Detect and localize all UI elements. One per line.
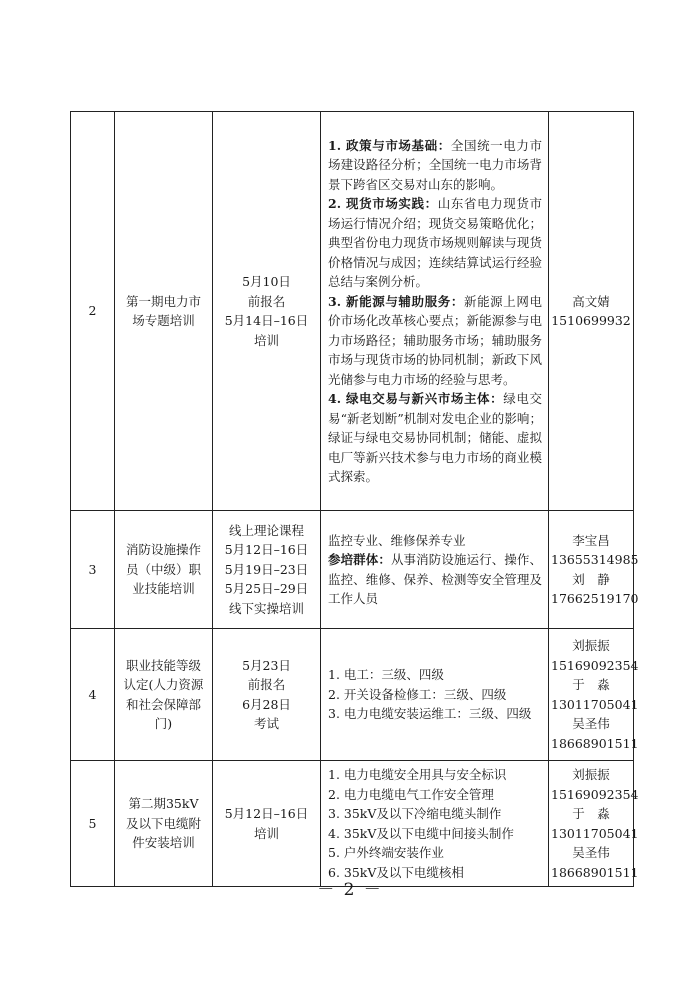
- content-item: [328, 765, 542, 785]
- time-line: 5月14日–16日: [224, 313, 309, 328]
- contact-name: 刘振振: [572, 767, 610, 782]
- contact-name: 李宝昌: [572, 532, 610, 548]
- table-row: [71, 761, 634, 887]
- content-item-title: 4. 绿电交易与新兴市场主体：: [328, 391, 504, 406]
- contact-phone: 13011705041: [551, 696, 639, 712]
- content-item: [328, 136, 542, 195]
- training-name-cell: 第一期电力市场专题培训: [115, 112, 213, 511]
- training-content-cell: [321, 112, 549, 511]
- contact-phone: 18668901511: [551, 864, 639, 880]
- content-item: [328, 665, 542, 685]
- training-time-cell: [213, 629, 321, 761]
- content-item: [328, 704, 542, 724]
- table-row: [71, 511, 634, 629]
- content-item-text: 1. 电工：三级、四级: [328, 667, 444, 683]
- training-name-cell: 第二期35kV及以下电缆附件安装培训: [115, 761, 213, 887]
- table-row: [71, 629, 634, 761]
- content-item-text: 绿电交易“新老划断”机制对发电企业的影响；绿证与绿电交易协同机制；储能、虚拟电厂等新兴技术参与电力市场的商业模式探索。: [328, 391, 542, 484]
- contact-phone: 15169092354: [551, 657, 639, 673]
- content-item-title: 3. 新能源与辅助服务：: [328, 293, 464, 309]
- row-number-cell: 5: [71, 761, 115, 887]
- time-line: 前报名: [247, 677, 286, 692]
- content-item-title: 2. 现货市场实践：: [328, 196, 438, 211]
- content-item-text: 全国统一电力市场建设路径分析；全国统一电力市场背景下跨省区交易对山东的影响。: [328, 137, 542, 192]
- contact-name: 于 淼: [572, 806, 610, 821]
- contact-name: 刘振振: [572, 638, 610, 653]
- contact-phone: 1510699932: [551, 313, 631, 328]
- training-time-cell: [213, 511, 321, 629]
- contact-name: 高文婧: [572, 293, 610, 309]
- contact-phone: 13011705041: [551, 825, 639, 841]
- time-line: 6月28日: [242, 696, 291, 712]
- content-item: [328, 292, 542, 390]
- time-line: 培训: [253, 332, 279, 348]
- content-item-text: 4. 35kV及以下电缆中间接头制作: [328, 825, 514, 841]
- content-item-text: 1. 电力电缆安全用具与安全标识: [328, 767, 507, 782]
- content-item: [328, 804, 542, 824]
- time-line: 5月23日: [242, 657, 291, 673]
- training-content-cell: [321, 629, 549, 761]
- time-line: 5月12日–16日: [224, 806, 309, 821]
- content-item-title: 1. 政策与市场基础：: [328, 137, 451, 153]
- page-number: － 2 －: [317, 880, 383, 900]
- time-line: 考试: [253, 716, 279, 731]
- contact-phone: 17662519170: [551, 591, 639, 606]
- time-line: 线上理论课程: [228, 522, 304, 538]
- content-item: [328, 685, 542, 705]
- content-item-text: 新能源上网电价市场化改革核心要点；新能源参与电力市场路径；辅助服务市场；辅助服务市场与现货市场的协同机制；新政下风光储参与电力市场的经验与思考。: [328, 293, 542, 387]
- contact-cell: [549, 761, 639, 887]
- content-item: [328, 531, 542, 551]
- content-item: [328, 785, 542, 805]
- time-line: 5月19日–23日: [224, 561, 309, 577]
- contact-name: 于 淼: [572, 677, 610, 692]
- contact-phone: 15169092354: [551, 786, 639, 802]
- contact-name: 刘 静: [572, 571, 610, 587]
- training-time-cell: [213, 112, 321, 511]
- contact-cell: [549, 629, 639, 761]
- time-line: 线下实操培训: [228, 600, 304, 616]
- content-item-text: 从事消防设施运行、操作、监控、维修、保养、检测等安全管理及工作人员: [328, 552, 542, 606]
- time-line: 5月25日–29日: [224, 581, 309, 597]
- row-number-cell: 4: [71, 629, 115, 761]
- content-item-text: 山东省电力现货市场运行情况介绍；现货交易策略优化；典型省份电力现货市场规则解读与现货价格情况与成因；连续结算试运行经验总结与案例分析。: [328, 196, 542, 289]
- content-item-text: 监控专业、维修保养专业: [328, 532, 466, 548]
- table-row: [71, 112, 634, 511]
- content-item-text: 6. 35kV及以下电缆核相: [328, 864, 464, 880]
- training-schedule-table: [70, 111, 639, 887]
- content-item: [328, 389, 542, 487]
- content-item-text: 5. 户外终端安装作业: [328, 845, 444, 860]
- contact-cell: [549, 112, 634, 511]
- time-line: 前报名: [247, 293, 286, 309]
- content-item-text: 2. 电力电缆电气工作安全管理: [328, 786, 494, 802]
- contact-cell: [549, 511, 639, 629]
- time-line: 培训: [253, 825, 279, 841]
- training-time-cell: [213, 761, 321, 887]
- row-number-cell: 3: [71, 511, 115, 629]
- content-item-text: 3. 35kV及以下冷缩电缆头制作: [328, 806, 502, 821]
- content-item-text: 2. 开关设备检修工：三级、四级: [328, 686, 507, 702]
- contact-phone: 18668901511: [551, 735, 639, 751]
- training-content-cell: [321, 761, 549, 887]
- training-name-cell: 消防设施操作员（中级）职业技能培训: [115, 511, 213, 629]
- row-number-cell: 2: [71, 112, 115, 511]
- time-line: 5月12日–16日: [224, 542, 309, 558]
- content-item: [328, 550, 542, 609]
- training-name-cell: 职业技能等级认定(人力资源和社会保障部门): [115, 629, 213, 761]
- content-item: [328, 824, 542, 844]
- content-item: [328, 843, 542, 863]
- time-line: 5月10日: [242, 274, 291, 289]
- training-content-cell: [321, 511, 549, 629]
- contact-phone: 13655314985: [551, 552, 639, 567]
- content-item: [328, 194, 542, 292]
- content-item-text: 3. 电力电缆安装运维工：三级、四级: [328, 706, 532, 722]
- contact-name: 吴圣伟: [572, 716, 610, 731]
- contact-name: 吴圣伟: [572, 845, 610, 860]
- content-item-title: 参培群体：: [328, 552, 391, 567]
